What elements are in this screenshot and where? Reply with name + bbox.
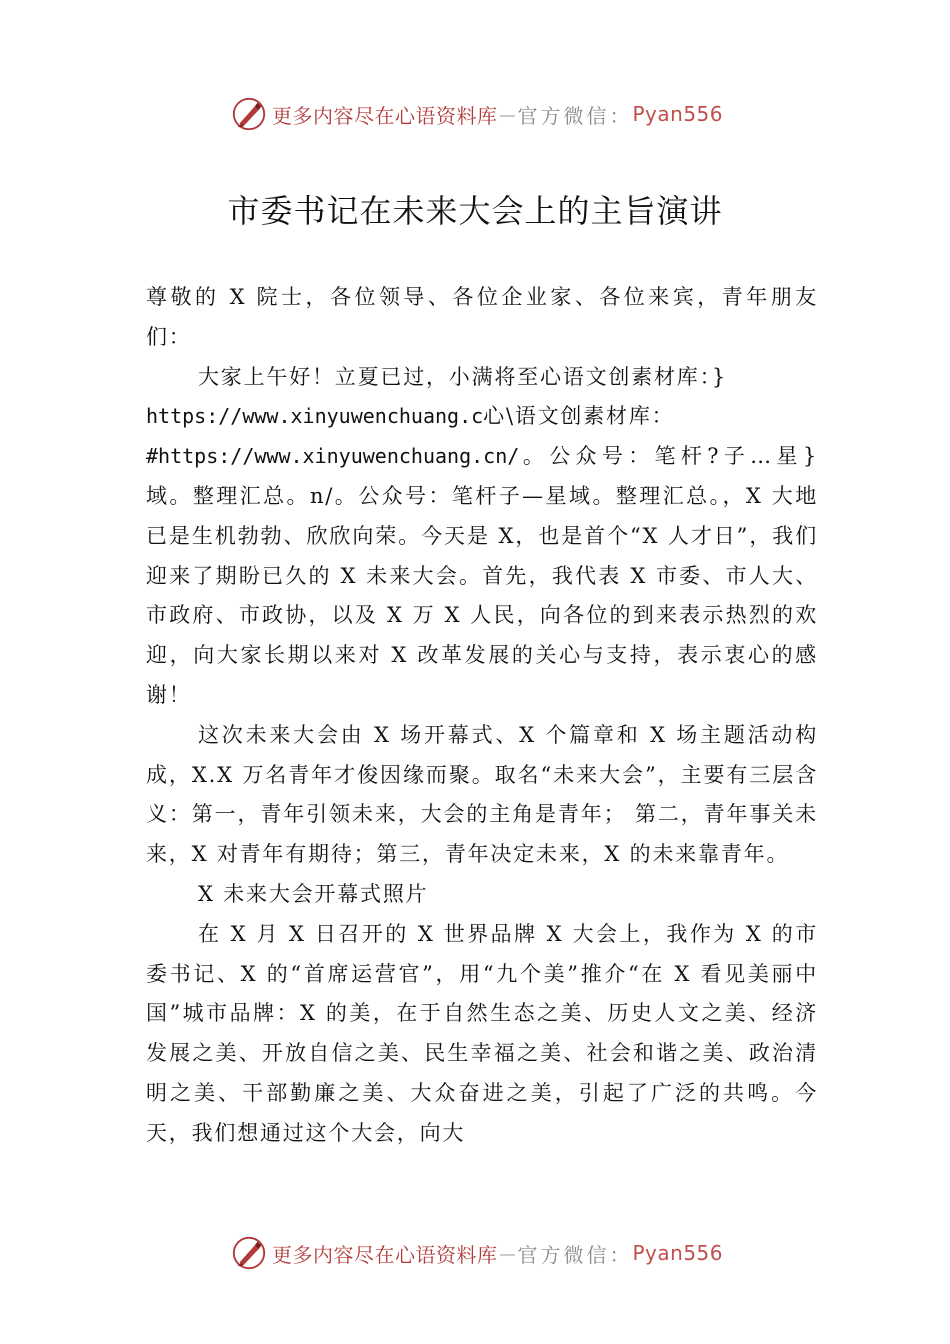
watermark-official: 官方微信： [517, 103, 633, 128]
url-line [146, 397, 818, 437]
watermark-text: 更多内容尽在心语资料库 [272, 103, 498, 128]
url-text: https://www.xinyuwenchuang.c [146, 404, 484, 429]
greeting-continued: 。公众号：笔杆?子…星}域。整理汇总。n/。公众号：笔杆子—星域。整理汇总。，X 大地已是生机勃勃、欣欣向荣。今天是 X，也是首个“X 人才日”，我们迎来了期盼已久的 X 未来大会。首先，我代表 X 市委、市人大、市政府、市政协，以及 X 万 X 人民，向各位的到来表示热烈的欢迎，向大家长期以来对 X 改革发展的关心与支持，表示衷心的感谢！ [146, 444, 818, 707]
watermark-wechat-id: Pyan556 [632, 1241, 724, 1265]
footer-watermark [230, 1233, 723, 1273]
greeting-line: 大家上午好！立夏已过，小满将至心语文创素材库：} [198, 364, 728, 389]
watermark-dash: — [499, 1243, 516, 1263]
watermark-official: 官方微信： [517, 1242, 633, 1267]
salutation-paragraph: 尊敬的 X 院士，各位领导、各位企业家、各位来宾，青年朋友们： [146, 285, 818, 349]
document-body [146, 278, 818, 1154]
photo-caption: X 未来大会开幕式照片 [198, 881, 429, 906]
url-text-2: #https://www.xinyuwenchuang.cn/ [146, 444, 520, 469]
header-watermark [230, 94, 723, 134]
url-line-2 [146, 437, 818, 716]
body-paragraph: 在 X 月 X 日召开的 X 世界品牌 X 大会上，我作为 X 的市委书记、X 的“首席运营官”，用“九个美”推介“在 X 看见美丽中国”城市品牌：X 的美，在于自然生态之美、历史人文之美、经济发展之美、开放自信之美、民生幸福之美、社会和谐之美、政治清明之美、干部勤廉之美、大众奋进之美，引起了广泛的共鸣。今天，我们想通过这个大会，向大 [146, 921, 818, 1145]
watermark-text: 更多内容尽在心语资料库 [272, 1242, 498, 1267]
watermark-wechat-id: Pyan556 [632, 102, 724, 126]
pen-logo-icon [230, 1234, 268, 1272]
watermark-dash: — [499, 104, 516, 124]
pen-logo-icon [230, 95, 268, 133]
url-suffix: 心\语文创素材库： [483, 404, 675, 429]
document-title: 市委书记在未来大会上的主旨演讲 [227, 192, 723, 230]
body-paragraph: 这次未来大会由 X 场开幕式、X 个篇章和 X 场主题活动构成，X.X 万名青年才俊因缘而聚。取名“未来大会”，主要有三层含义：第一，青年引领未来，大会的主角是青年； 第二，青年事关未来，X 对青年有期待；第三，青年决定未来，X 的未来靠青年。 [146, 722, 818, 867]
